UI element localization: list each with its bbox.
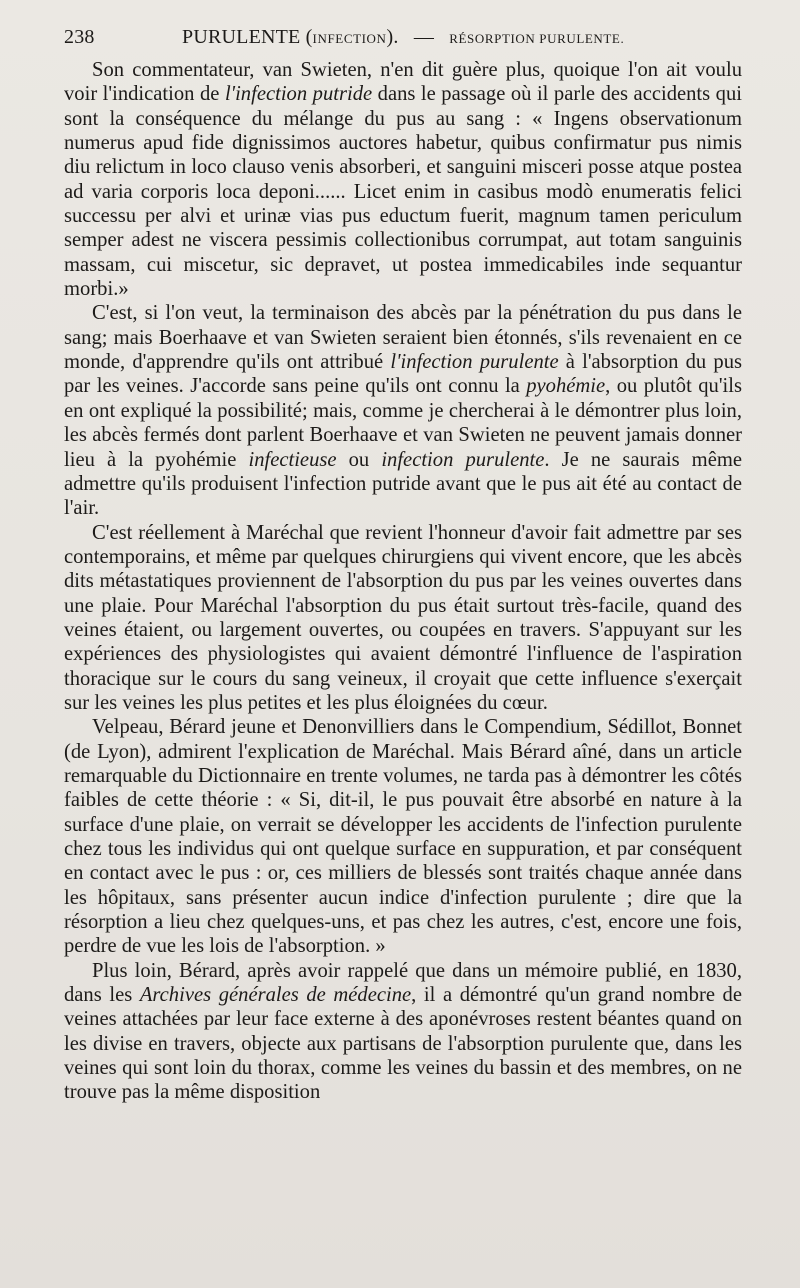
text-run: Plus loin, Bérard, après avoir rappelé que dans un mémoire publié, en 1830, dans les bbox=[64, 959, 742, 1007]
running-head-close: ). bbox=[386, 26, 399, 48]
paragraph bbox=[64, 58, 742, 301]
italic-text-run: infectieuse bbox=[248, 448, 337, 471]
italic-text-run: l'infection purulente bbox=[390, 351, 559, 374]
page-number: 238 bbox=[64, 26, 95, 48]
text-run: Velpeau, Bérard jeune et Denonvilliers dans le Compendium, Sédillot, Bonnet (de Lyon), admirent l'explication de Maréchal. Mais Bérard aîné, dans un article remarquable du Dictionnaire en trente volumes, ne tarda pas à démontrer les côtés faibles de cette théorie : « Si, dit-il, le pus pouvait être absorbé en nature à la surface d'une plaie, on verrait se développer les accidents de l'infection purulente chez tous les individus qui ont quelque surface en suppuration, et par conséquent en contact avec le pus : or, ces milliers de blessés sont traités chaque année dans les hôpitaux, sans présenter aucun indice d'infection purulente ; dire que la résorption a lieu chez quelques-uns, et pas chez les autres, c'est, encore une fois, perdre de vue les lois de l'absorption. » bbox=[64, 716, 742, 958]
italic-text-run: Archives générales de médecine bbox=[139, 984, 412, 1007]
text-run: à l'absorption du pus par les veines. J'accorde sans peine qu'ils ont connu la bbox=[64, 351, 743, 398]
paragraph bbox=[64, 959, 742, 1105]
text-run: dans le passage où il parle des accidents qui sont la conséquence du mélange du pus au sang : « Ingens observationum numerus apud fide dignissimos auctores habetur, quibus confirmatur pus nimis diu relictum in loco clauso venis absorberi, et sanguini misceri posse atque postea ad varia corporis loca deponi...... Licet enim in casibus modò enumeratis felici successu per alvi et urinæ vias pus eductum fuerit, magnum tamen periculum semper adest ne viscera pessimis collectionibus corrumpat, aut totam sanguinis massam, cui miscetur, sic depravet, ut postea immedicabiles inde sequantur morbi.» bbox=[64, 83, 742, 301]
italic-text-run: infection purulente bbox=[381, 448, 545, 471]
text-run: , ou plutôt qu'ils en ont expliqué la possibilité; mais, comme je chercherai à le démontrer plus loin, les abcès fermés dont parlent Boerhaave et van Swieten ne peuvent jamais donner lieu à la pyohémie bbox=[64, 375, 742, 471]
italic-text-run: l'infection putride bbox=[224, 83, 373, 106]
text-run: . Je ne saurais même admettre qu'ils produisent l'infection putride avant que le pus ait été au contact de l'air. bbox=[64, 448, 743, 520]
text-run: C'est réellement à Maréchal que revient l'honneur d'avoir fait admettre par ses contemporains, et même par quelques chirurgiens qui vivent encore, que les abcès dits métastatiques proviennent de l'absorption du pus par les veines ouvertes dans une plaie. Pour Maréchal l'absorption du pus était surtout très-facile, quand des veines étaient, ou largement ouvertes, ou coupées en travers. S'appuyant sur les expériences des physiologistes qui avaient démontré l'influence de l'aspiration thoracique sur le cours du sang veineux, il croyait que cette influence s'exerçait sur les veines les plus petites et les plus éloignées du cœur. bbox=[64, 521, 742, 714]
running-head bbox=[182, 26, 624, 49]
paragraph bbox=[64, 521, 742, 716]
text-run: C'est, si l'on veut, la terminaison des abcès par la pénétration du pus dans le sang; mais Boerhaave et van Swieten seraient bien étonnés, s'ils revenaient en ce monde, d'apprendre qu'ils ont attribué bbox=[64, 302, 742, 374]
page-header bbox=[64, 26, 742, 58]
paragraph bbox=[64, 301, 742, 520]
running-head-dash: — bbox=[413, 26, 435, 48]
text-run: , il a démontré qu'un grand nombre de veines attachées par leur face externe à des aponévroses restent béantes quand on les divise en travers, objecte aux partisans de l'absorption purulente que, dans les veines qui sont loin du thorax, comme les veines du bassin et des membres, on ne trouve pas la même disposition bbox=[64, 984, 742, 1104]
running-head-small: INFECTION bbox=[312, 31, 387, 46]
body-text bbox=[64, 58, 742, 1105]
italic-text-run: pyohémie bbox=[526, 375, 606, 398]
paragraph bbox=[64, 715, 742, 958]
text-run: Son commentateur, van Swieten, n'en dit guère plus, quoique l'on ait voulu voir l'indication de bbox=[64, 59, 742, 106]
text-run: ou bbox=[336, 448, 382, 471]
running-head-right: RÉSORPTION PURULENTE. bbox=[449, 31, 625, 46]
running-head-main: PURULENTE ( bbox=[182, 26, 313, 48]
